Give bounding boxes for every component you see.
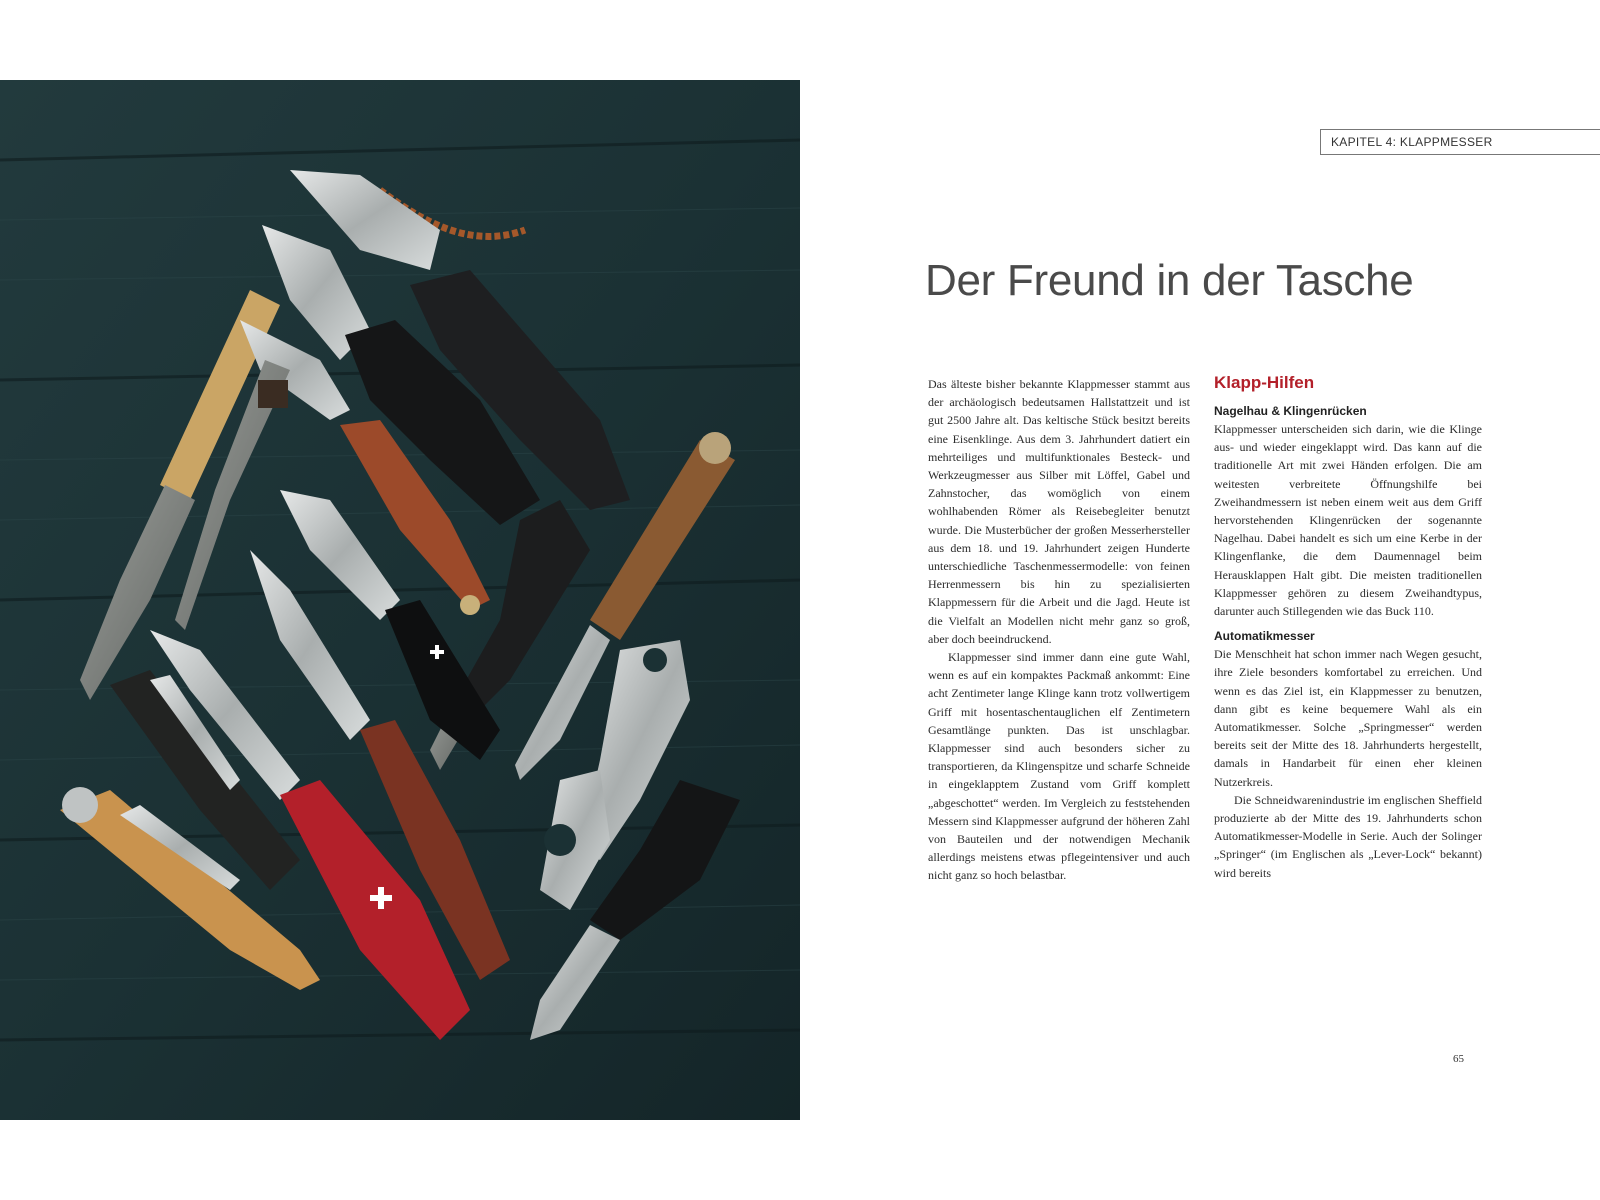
subheading-nagelhau: Nagelhau & Klingenrücken	[1214, 404, 1367, 418]
paragraph: Klappmesser sind immer dann eine gute Wahl, wenn es auf ein kompaktes Packmaß ankommt: Eine acht Zentimeter lange Klinge kann trotz vollwertigem Griff mit hosentaschentauglichen elf Zentimetern Gesamtlänge punkten. Das ist unschlagbar. Klappmesser sind auch besonders sicher zu transportieren, da Klingenspitze und scharfe Schneide in eingeklapptem Zustand vom Griff komplett „abgeschottet“ werden. Im Vergleich zu feststehenden Messern sind Klappmesser aufgrund der höheren Zahl von Bauteilen und der notwendigen Mechanik allerdings meistens etwas pflegeintensiver und auch nicht ganz so hoch belastbar.	[928, 650, 1190, 883]
main-column	[928, 375, 1190, 885]
text-page	[800, 0, 1600, 1200]
sidebar-column	[1214, 375, 1482, 882]
sidebar-title: Klapp-Hilfen	[1214, 373, 1315, 392]
subheading-automatikmesser: Automatikmesser	[1214, 629, 1315, 644]
page-title: Der Freund in der Tasche	[925, 256, 1414, 305]
sidebar-paragraph: Klappmesser unterscheiden sich darin, wie die Klinge aus- und wieder eingeklappt wird. Das kann auf die traditionelle Art mit zwei Händen erfolgen. Die am weitesten verbreitete Öffnungshilfe bei Zweihandmessern ist neben einem weit aus dem Griff hervorstehenden Klingenrücken der sogenannte Nagelhau. Dabei handelt es sich um eine Kerbe in der Klingenflanke, die dem Daumennagel beim Herausklappen Halt gibt. Die meisten traditionellen Klappmesser gehören zu diesem Zweihandtypus, darunter auch Stillegenden wie das Buck 110.	[1214, 422, 1482, 619]
knives-photo	[0, 80, 800, 1120]
paragraph: Das älteste bisher bekannte Klappmesser stammt aus der archäologisch bedeutsamen Hallstattzeit und ist gut 2500 Jahre alt. Das keltische Stück besitzt bereits eine Eisenklinge. Aus dem 3. Jahrhundert datiert ein mehrteiliges und multifunktionales Besteck- und Werkzeugmesser aus Silber mit Löffel, Gabel und Zahnstocher, das womöglich von einem wohlhabenden Römer als Reisebegleiter benutzt wurde. Die Musterbücher der großen Messerhersteller aus dem 18. und 19. Jahrhundert zeigen Hunderte unterschiedliche Taschenmessermodelle: von feinen Herrenmessern bis hin zu spezialisierten Klappmessern für die Arbeit und die Jagd. Heute ist die Vielfalt an Modellen nicht mehr ganz so groß, aber doch beeindruckend.	[928, 377, 1190, 646]
chapter-header: KAPITEL 4: KLAPPMESSER	[1320, 129, 1600, 155]
page-number: 65	[1453, 1053, 1464, 1065]
sidebar-paragraph: Die Menschheit hat schon immer nach Wegen gesucht, ihre Ziele besonders komfortabel zu erreichen. Und wenn es das Ziel ist, ein Klappmesser zu benutzen, dann gibt es keine bequemere Wahl als ein Automatikmesser. Solche „Springmesser“ werden bereits seit der Mitte des 18. Jahrhunderts hergestellt, damals in Handarbeit für einen eher kleinen Nutzerkreis.	[1214, 647, 1482, 789]
sidebar-paragraph: Die Schneidwarenindustrie im englischen Sheffield produzierte ab der Mitte des 19. Jahrhunderts schon Automatikmesser-Modelle in Serie. Auch der Solinger „Springer“ (im Englischen als „Lever-Lock“ bekannt) wird bereits	[1214, 792, 1482, 880]
